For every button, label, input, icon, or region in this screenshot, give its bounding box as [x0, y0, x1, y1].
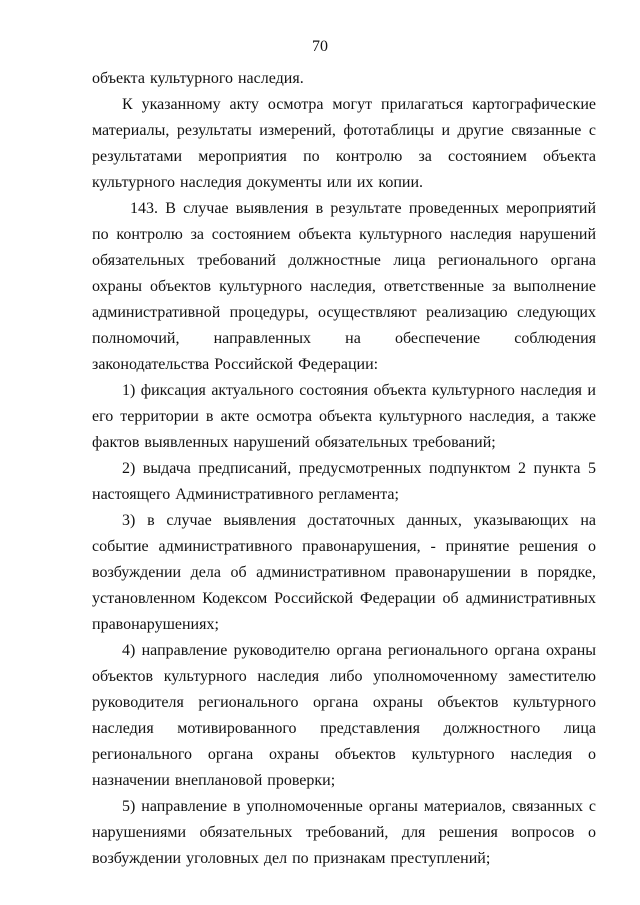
document-body	[92, 66, 596, 872]
list-item-3: 3) в случае выявления достаточных данных, указывающих на событие административного правонарушения, - принятие решения о возбуждении дела об административном правонарушении в порядке, установленном Кодексом Российской Федерации об административных правонарушениях;	[92, 512, 596, 633]
list-item-1: 1) фиксация актуального состояния объекта культурного наследия и его территории в акте осмотра объекта культурного наследия, а также фактов выявленных нарушений обязательных требований;	[92, 382, 596, 451]
list-item-4: 4) направление руководителю органа регионального органа охраны объектов культурного наследия либо уполномоченному заместителю руководителя регионального органа охраны объектов культурного наследия мотивированного представления должностного лица регионального органа охраны объектов культурного наследия о назначении внеплановой проверки;	[92, 642, 596, 789]
page-number: 70	[312, 38, 328, 55]
paragraph-attachments: К указанному акту осмотра могут прилагаться картографические материалы, результаты измерений, фототаблицы и другие связанные с результатами мероприятия по контролю за состоянием объекта культурного наследия документы или их копии.	[92, 96, 596, 191]
paragraph-continuation: объекта культурного наследия.	[92, 70, 304, 87]
list-item-5: 5) направление в уполномоченные органы материалов, связанных с нарушениями обязательных требований, для решения вопросов о возбуждении уголовных дел по признакам преступлений;	[92, 798, 596, 867]
paragraph-143: 143. В случае выявления в результате проведенных мероприятий по контролю за состоянием объекта культурного наследия нарушений обязательных требований должностные лица регионального органа охраны объектов культурного наследия, ответственные за выполнение административной процедуры, осуществляют реализацию следующих полномочий, направленных на обеспечение соблюдения законодательства Российской Федерации:	[92, 200, 596, 373]
list-item-2: 2) выдача предписаний, предусмотренных подпунктом 2 пункта 5 настоящего Административного регламента;	[92, 460, 596, 503]
